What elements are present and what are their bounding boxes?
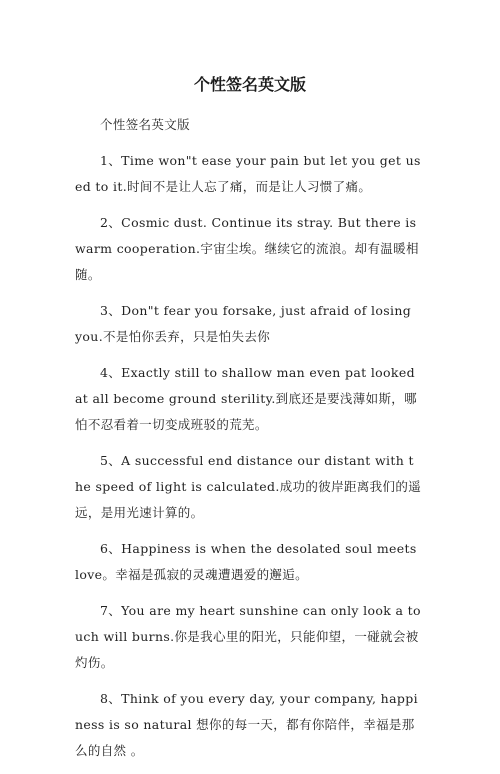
document-subtitle: 个性签名英文版: [100, 117, 190, 132]
signature-item-8: 8、Think of you every day, your company, happiness is so natural 想你的每一天，都有你陪伴，幸福是那么的自然 。: [75, 691, 418, 758]
document-body: [75, 112, 422, 774]
signature-item-1: 1、Time won"t ease your pain but let you get used to it.时间不是让人忘了痛，而是让人习惯了痛。: [75, 153, 421, 194]
signature-item-5: 5、A successful end distance our distant with the speed of light is calculated.成功的彼岸距离我们的遥远，是用光速计算的。: [75, 453, 422, 520]
signature-item-3: 3、Don"t fear you forsake, just afraid of losing you.不是怕你丢弃，只是怕失去你: [75, 303, 412, 344]
signature-item-4: 4、Exactly still to shallow man even pat looked at all become ground sterility.到底还是要浅薄如斯，哪怕不忍看着一切变成班驳的荒芜。: [75, 365, 418, 432]
signature-item-2: 2、Cosmic dust. Continue its stray. But there is warm cooperation.宇宙尘埃。继续它的流浪。却有温暖相随。: [75, 215, 419, 282]
document-title: 个性签名英文版: [193, 75, 306, 94]
signature-item-6: 6、Happiness is when the desolated soul meets love。幸福是孤寂的灵魂遭遇爱的邂逅。: [75, 541, 417, 582]
signature-item-7: 7、You are my heart sunshine can only look a touch will burns.你是我心里的阳光，只能仰望，一碰就会被灼伤。: [75, 603, 421, 670]
